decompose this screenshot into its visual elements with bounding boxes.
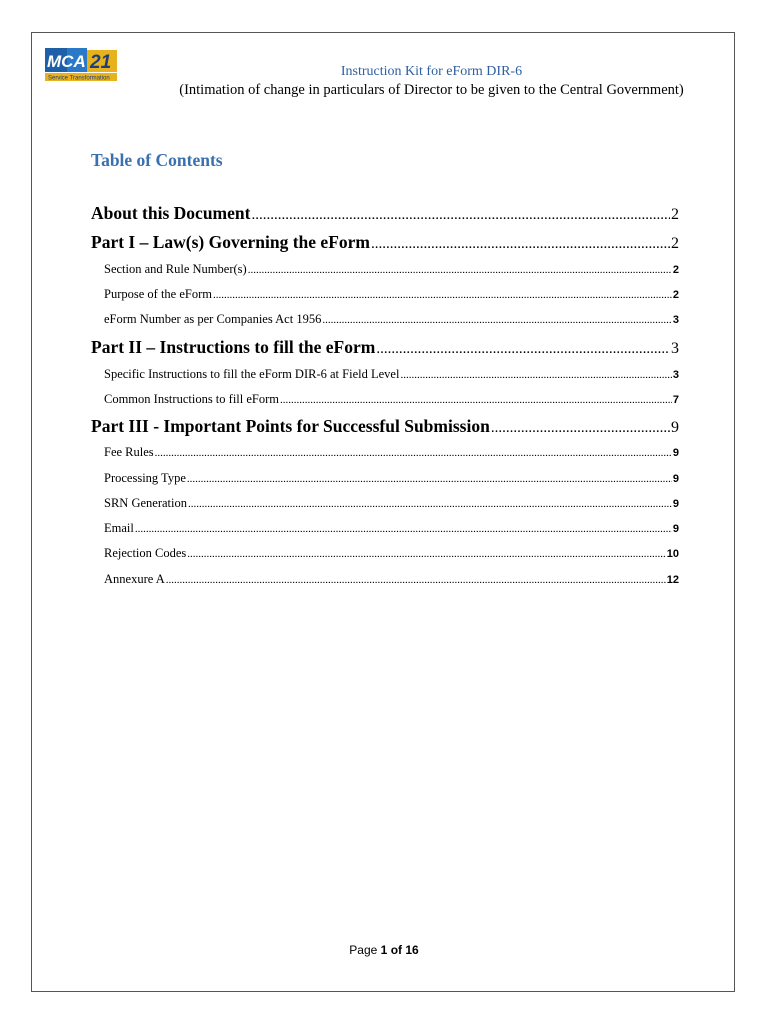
footer-of-word: of (390, 943, 403, 957)
toc-page-number: 2 (672, 289, 679, 301)
dot-leader (400, 369, 671, 381)
dot-leader (251, 207, 670, 224)
toc-page-number: 12 (666, 574, 679, 586)
toc-entry-common-instructions[interactable] (104, 392, 679, 407)
toc-heading: Table of Contents (91, 150, 223, 170)
dot-leader (166, 574, 666, 586)
toc-entry-title: Section and Rule Number(s) (104, 262, 247, 276)
toc-entry-title: Part II – Instructions to fill the eForm (91, 337, 376, 357)
toc-entry-title: Specific Instructions to fill the eForm DIR-6 at Field Level (104, 367, 400, 381)
toc-entry-section-rule[interactable] (104, 262, 679, 277)
page-footer (0, 943, 768, 957)
toc-entry-title: eForm Number as per Companies Act 1956 (104, 312, 322, 326)
footer-current-page: 1 (380, 943, 388, 957)
toc-entry-specific-instructions[interactable] (104, 367, 679, 382)
page-frame (31, 32, 735, 992)
svg-text:MCA: MCA (47, 52, 86, 71)
toc-page-number: 10 (666, 548, 679, 560)
footer-page-word: Page (349, 943, 378, 957)
toc-page-number: 9 (672, 523, 679, 535)
toc-page-number: 9 (672, 473, 679, 485)
dot-leader (376, 341, 670, 358)
toc-entry-fee-rules[interactable] (104, 445, 679, 460)
document-subtitle: (Intimation of change in particulars of Director to be given to the Central Government) (179, 82, 684, 98)
toc-entry-title: Common Instructions to fill eForm (104, 392, 279, 406)
toc-entry-srn-generation[interactable] (104, 496, 679, 511)
toc-entry-title: Rejection Codes (104, 546, 187, 560)
toc-page-number: 2 (671, 206, 679, 223)
toc-entry-title: Annexure A (104, 572, 165, 586)
dot-leader (213, 289, 672, 301)
toc-entry-title: Processing Type (104, 471, 186, 485)
toc-page-number: 2 (671, 235, 679, 252)
toc-entry-rejection-codes[interactable] (104, 546, 679, 561)
toc-entry-part-2[interactable] (91, 337, 679, 358)
toc-page-number: 2 (672, 264, 679, 276)
dot-leader (491, 420, 670, 437)
toc-entry-title: Email (104, 521, 134, 535)
toc-entry-title: SRN Generation (104, 496, 187, 510)
dot-leader (187, 473, 672, 485)
toc-entry-eform-number[interactable] (104, 312, 679, 327)
toc-entry-part-1[interactable] (91, 232, 679, 253)
dot-leader (322, 314, 672, 326)
dot-leader (155, 447, 672, 459)
toc-entry-title: Part I – Law(s) Governing the eForm (91, 232, 370, 252)
dot-leader (371, 236, 670, 253)
toc-page-number: 9 (671, 419, 679, 436)
toc-page-number: 7 (672, 394, 679, 406)
toc-entry-email[interactable] (104, 521, 679, 536)
toc-page-number: 3 (672, 314, 679, 326)
document-title: Instruction Kit for eForm DIR-6 (340, 64, 523, 79)
toc-entry-title: Fee Rules (104, 445, 154, 459)
svg-text:Service Transformation: Service Transformation (48, 75, 110, 82)
toc-page-number: 9 (672, 498, 679, 510)
dot-leader (187, 548, 665, 560)
toc-entry-title: Part III - Important Points for Successful Submission (91, 416, 490, 436)
toc-page-number: 9 (672, 447, 679, 459)
dot-leader (280, 394, 672, 406)
svg-text:21: 21 (90, 52, 112, 73)
toc-entry-part-3[interactable] (91, 416, 679, 437)
dot-leader (188, 498, 672, 510)
toc-page-number: 3 (672, 369, 679, 381)
footer-total-pages: 16 (405, 943, 419, 957)
toc-entry-about-document[interactable] (91, 203, 679, 224)
toc-entry-purpose[interactable] (104, 287, 679, 302)
dot-leader (248, 264, 672, 276)
toc-entry-processing-type[interactable] (104, 471, 679, 486)
toc-entry-title: Purpose of the eForm (104, 287, 212, 301)
toc-entry-title: About this Document (91, 203, 251, 223)
dot-leader (135, 523, 672, 535)
toc-entry-annexure-a[interactable] (104, 572, 679, 587)
toc-page-number: 3 (671, 340, 679, 357)
